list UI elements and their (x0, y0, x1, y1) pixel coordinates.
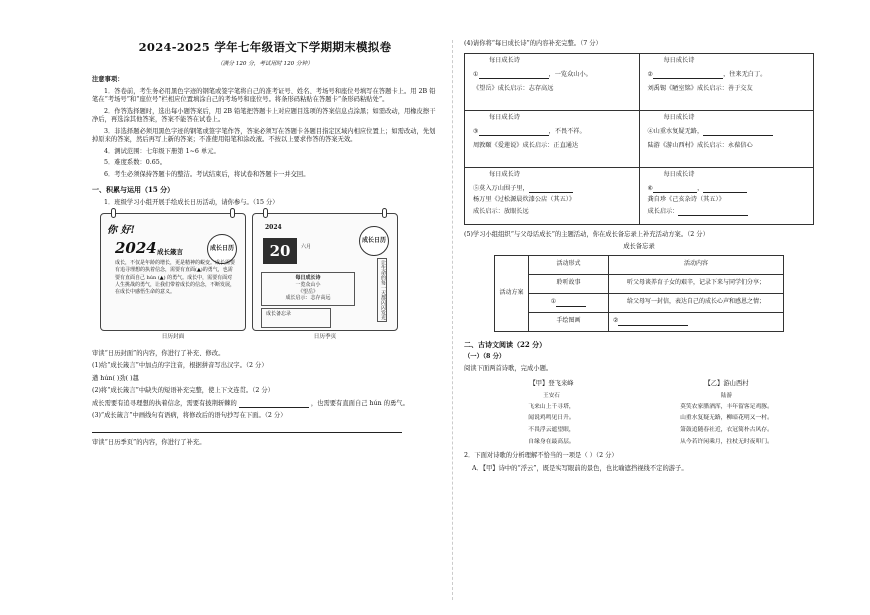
calendar-rings (263, 208, 387, 218)
cover-year: 2024 (115, 239, 157, 257)
poem-cell (465, 110, 640, 167)
poem-cell-head: 每日成长诗 (663, 56, 695, 64)
calendar-inner-page (252, 213, 398, 331)
poem-cell-source: 龚自珍《己亥杂诗（其五）》 (647, 196, 725, 204)
note-item: 3．非选择题必须用黑色字迹的钢笔或签字笔作答，答案必须写在答题卡各题目指定区域内相应位置上；如需改动，先划掉原来的答案，然后再写上新的答案；不准使用铅笔和涂改液。不按以上要求作答的答案无效。 (92, 127, 436, 144)
poem-line: 山重水复疑无路，柳暗花明又一村。 (680, 415, 773, 422)
answer-blank[interactable] (479, 129, 549, 136)
inner-day-number: 20 (263, 238, 297, 264)
poem-b-title: 【乙】游山西村 (704, 379, 749, 387)
question-1: 1．班级学习小组开展手绘成长日历活动，请你参与。（15 分） (104, 198, 279, 206)
poem-cell-line: ⑤莫入万山围子里， (473, 185, 631, 193)
cover-caption: 日历封面 (161, 334, 185, 340)
inner-side-text: 让生命的每一天都闪闪发光 (377, 258, 387, 322)
answer-blank[interactable] (653, 186, 697, 193)
note-item: 4．测试范围：七年级下册第 1~6 单元。 (104, 147, 220, 155)
note-item: 5．难度系数：0.65。 (104, 159, 167, 167)
memo-form-cell: 聆听故事 (529, 274, 609, 293)
subquestion-2: (2)将“成长箴言”中缺失的短语补充完整，使上下文连贯。（2 分） (92, 387, 274, 395)
exam-subtitle: （满分 120 分，考试用时 120 分钟） (217, 60, 313, 67)
subquestion-3: (3)“成长箴言”中画线句有语病，将修改后的语句抄写在下面。（2 分） (92, 412, 287, 420)
section-two-heading: 二、古诗文阅读（22 分） (464, 339, 547, 349)
poem-b (639, 378, 814, 448)
inner-intro: 审读“日历季页”的内容，你进行了补充。 (92, 439, 206, 447)
poem-cell-extra: 成长启示： (648, 208, 806, 216)
memo-form-cell: 手绘图画 (529, 312, 609, 331)
poem-cell-line: ④山重水复疑无路， (648, 128, 806, 136)
cover-hello: 你 好! (107, 225, 135, 236)
inner-poem-note: 成长启示：志存高远 (285, 295, 331, 302)
answer-blank[interactable] (703, 129, 773, 136)
poem-cell-head: 每日成长诗 (663, 170, 695, 178)
answer-blank[interactable] (678, 209, 748, 216)
inner-caption: 日历季页 (313, 334, 337, 340)
page-fold-line (452, 40, 453, 600)
memo-header-content: 活动内容 (609, 255, 784, 274)
question-5: (5)学习小组组织“与父母话成长”的主题活动，你在成长备忘录上补充活动方案。（2 分） (464, 230, 709, 238)
q2-line-text: 成长需要有追寻理想的执着信念，需要有披荆斩棘的 (92, 399, 237, 407)
inner-poem-title: 每日成长诗 (295, 275, 321, 281)
memo-content-cell: 听父母谈养育子女的艰辛，记录下来与同学们分享； (609, 274, 784, 293)
inner-memo-title: 成长备忘录 (266, 311, 292, 317)
poem-a-title: 【甲】登飞来峰 (529, 379, 574, 387)
question-4: (4)请你将“每日成长诗”的内容补充完整。（7 分） (464, 40, 602, 47)
inner-poem-line: 一览众山小 (295, 281, 321, 288)
calendar-captions (100, 331, 438, 342)
calendar-rings (111, 208, 235, 218)
poem-cell-head: 每日成长诗 (489, 113, 520, 121)
q2-line-tail: ，也需要有直面自己 hún 的勇气。 (310, 399, 409, 407)
memo-header-form: 活动形式 (529, 255, 609, 274)
q2-answer-blank[interactable] (239, 401, 309, 408)
poem-line: 箫鼓追随春社近，衣冠简朴古风存。 (680, 426, 773, 433)
poem-cell-extra: 成长启示：放眼长远 (473, 207, 529, 215)
poem-cell-source: 《望岳》成长启示：志存高远 (473, 85, 554, 93)
subquestion-2-line (92, 400, 438, 409)
cover-badge: 成长日历 (207, 234, 237, 264)
poem-cell (639, 53, 814, 110)
poem-cell-source: 刘禹锡《陋室铭》成长启示：善于交友 (647, 85, 753, 93)
inner-month: 六月 (301, 244, 312, 250)
poem-comparison (464, 378, 814, 448)
answer-blank[interactable] (479, 72, 549, 79)
daily-poem-table (464, 53, 814, 225)
q3-answer-line[interactable] (92, 425, 438, 434)
left-column (92, 40, 438, 448)
poem-line: 闻说鸡鸣见日升。 (528, 415, 575, 422)
poem-cell-line: ② ，往来无白丁。 (647, 70, 767, 78)
motto-text: 成长，不仅是年龄的增长，更是精神的蜕变。成长需要有追寻理想的执着信念，需要有直面(▲)的勇气，也需要有直面自己 hún (▲) 的勇气。成长中，需要有面对人生挑战的勇气，让我们带着成长的信念，不断发展，在成长中感悟生命的意义。 (115, 260, 236, 295)
poem-cell-line: ⑥ ， (648, 185, 806, 193)
exam-title: 2024-2025 学年七年级语文下学期期末模拟卷 (138, 40, 392, 54)
poem-cell-source: 杨万里《过松源晨炊漆公店（其五）》 (473, 196, 576, 204)
poem-line: 莫笑农家腊酒浑，丰年留客足鸡豚。 (680, 403, 773, 410)
poem-cell-head: 每日成长诗 (489, 170, 520, 178)
poem-cell-line: ① ，一览众山小。 (473, 70, 592, 78)
answer-blank[interactable] (653, 72, 723, 79)
answer-blank[interactable] (529, 186, 573, 193)
poem-cell-source: 周敦颐《爱莲说》成长启示：正直通达 (473, 142, 579, 150)
inner-year-tag: 2024 (265, 224, 282, 231)
memo-side-label: 活动方案 (495, 255, 529, 331)
option-a[interactable]: A．【甲】诗中的“浮云”，既是实写眼前的景色，也比喻遮挡视线不定的游子。 (472, 464, 688, 472)
poem-cell (465, 167, 640, 224)
section-one-heading: 一、积累与运用（15 分） (92, 185, 175, 195)
poem-cell-line: ③ ，不畏不祥。 (473, 127, 586, 135)
calendar-illustrations (100, 213, 438, 331)
poem-cell-head: 每日成长诗 (489, 56, 520, 64)
right-column (464, 40, 814, 473)
poem-cell-head: 每日成长诗 (663, 113, 695, 121)
poem-cell (465, 53, 640, 110)
note-item: 1．答卷前，考生务必用黑色字迹的钢笔或签字笔将自己的准考证号、姓名、考场号和座位号填写在答题卡上。用 2B 铅笔在“考场号”和“座位号”栏相应位置填涂自己的考场号和座位号。将条形码粘贴在答题卡“条形码粘贴处”。 (92, 87, 436, 104)
cover-intro: 审读“日历封面”的内容，你进行了补充、修改。 (92, 349, 225, 357)
inner-poem-box (261, 272, 355, 306)
notes-heading: 注意事项： (92, 76, 124, 84)
inner-poem-source: 《望岳》 (297, 288, 318, 295)
note-item: 2．作答选择题时，选出每小题答案后，用 2B 铅笔把答题卡上对应题目选项的答案信息点涂黑；如需改动，用橡皮擦干净后，再选涂其他答案，答案不能答在试卷上。 (92, 107, 436, 124)
answer-blank[interactable] (556, 300, 586, 307)
calendar-cover (100, 213, 246, 331)
answer-blank[interactable] (618, 319, 688, 326)
poem-line: 不畏浮云遮望眼， (528, 426, 575, 433)
motto-title: 成长箴言 (157, 248, 183, 256)
poem-cell (639, 110, 814, 167)
poem-cell-source: 陆游《游山西村》成长启示：永葆信心 (647, 142, 753, 150)
question-2: 2．下面对诗歌的分析理解不恰当的一项是（ ）（2 分） (464, 452, 618, 460)
poem-line: 自缘身在最高层。 (528, 438, 575, 445)
poem-line: 飞来山上千寻塔， (528, 403, 575, 410)
note-item: 6．考生必须保持答题卡的整洁。考试结束后，将试卷和答题卡一并交回。 (104, 170, 310, 178)
poem-b-author: 陆游 (720, 392, 733, 399)
memo-content-cell: ② (609, 312, 784, 331)
subquestion-1-answer: 遒 hún( )劲( )趄 (92, 374, 139, 382)
poem-line: 从今若许闲乘月，拄杖无时夜叩门。 (680, 438, 773, 445)
memo-form-cell: ① (529, 293, 609, 312)
section-two-intro: 阅读下面两首诗歌，完成小题。 (464, 365, 553, 373)
subquestion-1: (1)给“成长箴言”中加点的字注音，根据拼音写出汉字。（2 分） (92, 362, 268, 370)
section-two-sub: （一）（8 分） (464, 352, 506, 360)
memo-caption: 成长备忘录 (623, 243, 655, 250)
poem-a (464, 378, 639, 448)
activity-memo-table (494, 255, 784, 332)
inner-badge: 成长日历 (359, 226, 389, 256)
answer-blank[interactable] (703, 186, 747, 193)
memo-content-cell: 给父母写一封信，表达自己的成长心声和感恩之情； (609, 293, 784, 312)
poem-cell (639, 167, 814, 224)
inner-memo-box (261, 308, 331, 328)
poem-a-author: 王安石 (543, 392, 560, 399)
